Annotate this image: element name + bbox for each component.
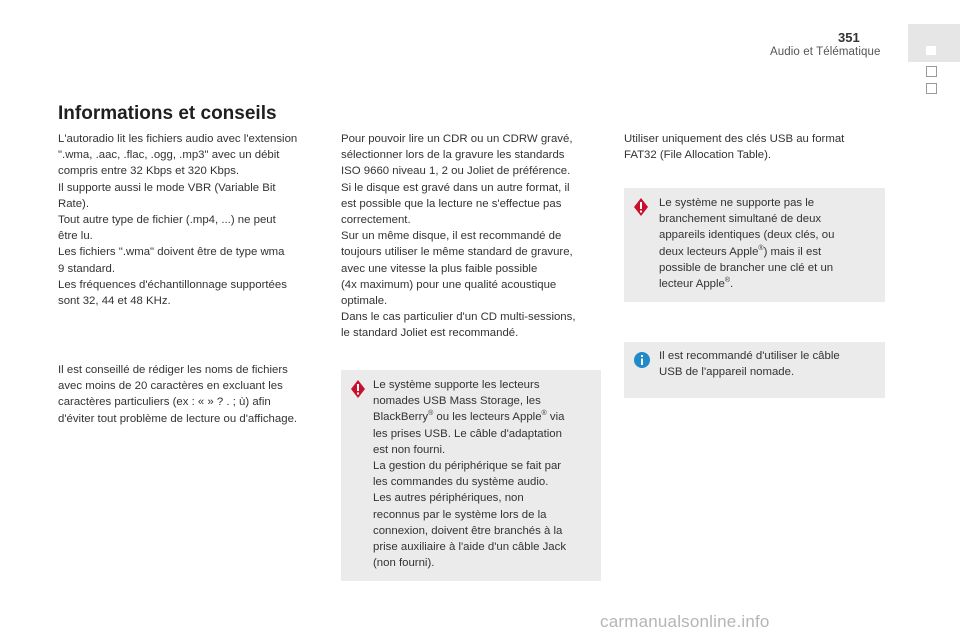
note-text — [659, 195, 879, 292]
text-line: Le système supporte les lecteurs — [373, 379, 540, 391]
registered-mark: ® — [428, 410, 434, 418]
text-line: Il est recommandé d'utiliser le câble — [659, 350, 840, 362]
note-text — [373, 377, 593, 571]
section-name: Audio et Télématique — [770, 46, 881, 58]
text-line: Les fichiers ".wma" doivent être de type wma — [58, 246, 285, 259]
text-line: connexion, doivent être branchés à la — [373, 524, 563, 537]
text-fragment: deux lecteurs Apple — [659, 245, 759, 258]
warning-icon — [351, 380, 365, 403]
text-line — [373, 409, 593, 425]
text-line: avec moins de 20 caractères en excluant les — [58, 380, 283, 393]
usb-devices-warning-note — [341, 370, 601, 581]
text-line — [659, 244, 879, 260]
text-line: Dans le cas particulier d'un CD multi-sessions, — [341, 311, 576, 324]
text-line: Les autres périphériques, non — [373, 492, 524, 505]
simultaneous-connection-warning-note — [624, 188, 885, 302]
text-line: nomades USB Mass Storage, les — [373, 395, 541, 408]
text-fragment: via — [546, 411, 565, 424]
chapter-tab-box[interactable] — [926, 66, 937, 77]
text-fragment: lecteur Apple — [659, 278, 725, 291]
text-line: caractères particuliers (ex : « » ? . ; ù) afin — [58, 396, 271, 409]
text-line: les commandes du système audio. — [373, 476, 549, 489]
text-line: ".wma, .aac, .flac, .ogg, .mp3" avec un débit — [58, 149, 280, 162]
text-line: (4x maximum) pour une qualité acoustique — [341, 278, 557, 291]
text-line: ISO 9660 niveau 1, 2 ou Joliet de préférence. — [341, 165, 571, 178]
info-icon — [634, 352, 650, 373]
text-line: Le système ne supporte pas le — [659, 197, 815, 209]
text-line: Il est conseillé de rédiger les noms de fichiers — [58, 364, 288, 376]
registered-mark: ® — [758, 244, 764, 252]
column-1-text — [58, 131, 326, 309]
text-fragment: . — [730, 278, 734, 291]
text-line: L'autoradio lit les fichiers audio avec l'extension — [58, 133, 298, 145]
text-line: Rate). — [58, 197, 90, 210]
text-line: Tout autre type de fichier (.mp4, ...) ne peut — [58, 214, 276, 227]
text-line: Les fréquences d'échantillonnage supportées — [58, 278, 287, 291]
text-line: est non fourni. — [373, 443, 446, 456]
text-line: Il supporte aussi le mode VBR (Variable Bit — [58, 181, 276, 194]
text-fragment: ) mais il est — [763, 245, 822, 258]
text-line: sont 32, 44 et 48 KHz. — [58, 295, 171, 308]
text-line: USB de l'appareil nomade. — [659, 366, 795, 379]
text-line: d'éviter tout problème de lecture ou d'affichage. — [58, 412, 298, 425]
column-2-text — [341, 131, 603, 342]
text-line: reconnus par le système lors de la — [373, 508, 547, 521]
registered-mark: ® — [724, 277, 731, 285]
text-line: le standard Joliet est recommandé. — [341, 327, 519, 340]
text-line: prise auxiliaire à l'aide d'un câble Jack — [373, 541, 567, 554]
text-line: correctement. — [341, 214, 411, 227]
text-fragment: BlackBerry — [373, 411, 429, 424]
text-line: FAT32 (File Allocation Table). — [624, 149, 772, 162]
active-chapter-tab[interactable] — [908, 24, 960, 62]
text-fragment: ou les lecteurs Apple — [433, 411, 542, 424]
text-line: appareils identiques (deux clés, ou — [659, 229, 835, 242]
text-line: La gestion du périphérique se fait par — [373, 460, 562, 473]
text-line: être lu. — [58, 230, 93, 243]
text-line — [659, 276, 879, 292]
text-line: optimale. — [341, 295, 388, 308]
watermark: carmanualsonline.info — [600, 612, 770, 631]
text-line: avec une vitesse la plus faible possible — [341, 262, 538, 275]
text-line: Utiliser uniquement des clés USB au format — [624, 133, 845, 145]
text-line: branchement simultané de deux — [659, 213, 822, 226]
text-line: possible de brancher une clé et un — [659, 261, 834, 274]
text-line: Pour pouvoir lire un CDR ou un CDRW gravé, — [341, 133, 573, 145]
page-number: 351 — [838, 30, 860, 45]
text-line: 9 standard. — [58, 262, 115, 275]
page-title: Informations et conseils — [58, 103, 277, 124]
text-line: Sur un même disque, il est recommandé de — [341, 230, 562, 243]
warning-icon — [634, 198, 648, 221]
usb-cable-info-note — [624, 342, 885, 398]
text-line: est possible que la lecture ne s'effectue pas — [341, 197, 562, 210]
text-line: compris entre 32 Kbps et 320 Kbps. — [58, 165, 240, 178]
text-line: (non fourni). — [373, 557, 435, 570]
text-line: toujours utiliser le même standard de gravure, — [341, 246, 573, 259]
text-line: sélectionner lors de la gravure les standards — [341, 149, 565, 162]
column-3-text — [624, 131, 888, 163]
note-text — [659, 348, 879, 380]
column-1-filename-advice — [58, 362, 326, 427]
chapter-tab-box[interactable] — [926, 83, 937, 94]
text-line: les prises USB. Le câble d'adaptation — [373, 427, 562, 440]
active-tab-marker — [926, 46, 936, 55]
registered-mark: ® — [541, 410, 547, 418]
text-line: Si le disque est gravé dans un autre format, il — [341, 181, 570, 194]
